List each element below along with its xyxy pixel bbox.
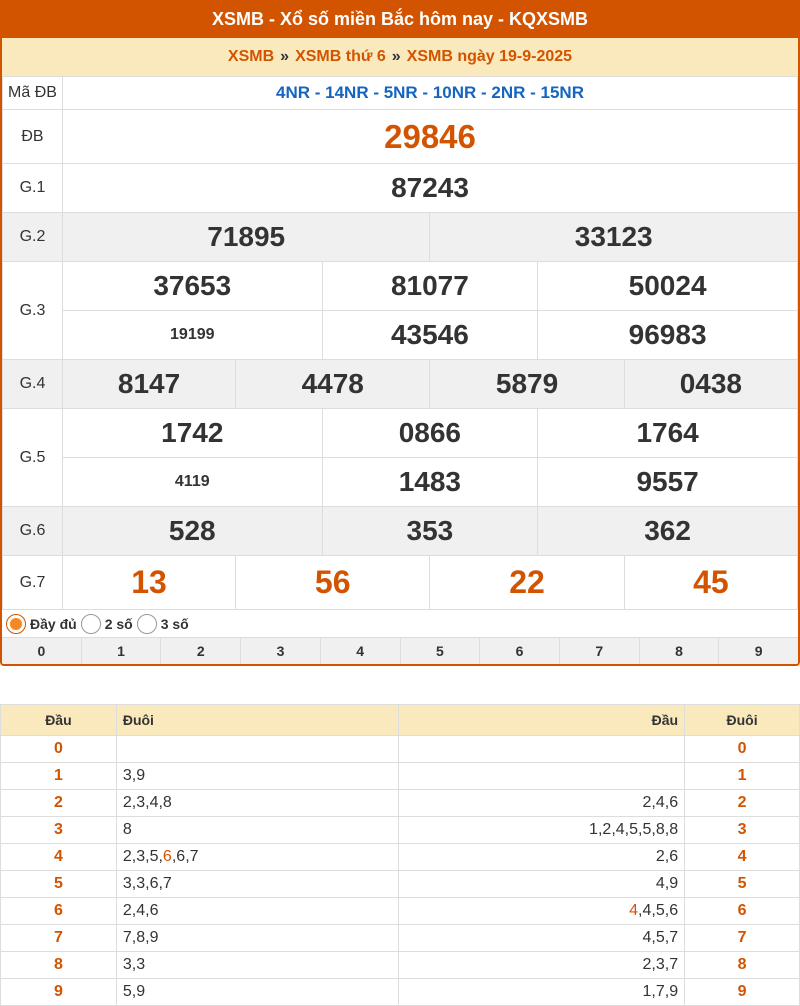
table-row: [1, 952, 800, 979]
option-two-label: 2 số: [104, 615, 133, 632]
db-label: ĐB: [3, 110, 63, 164]
radio-three-digits[interactable]: [137, 614, 157, 634]
prize-g3: 37653: [63, 262, 323, 311]
loto-body: [1, 736, 800, 1006]
loto-digit: 4: [136, 902, 146, 919]
loto-digit: 5: [149, 848, 159, 865]
breadcrumb-xsmb[interactable]: XSMB: [227, 48, 275, 65]
loto-tail-digit: 1: [685, 763, 800, 790]
loto-heads: 1,7,9: [399, 979, 685, 1006]
g5-label: G.5: [3, 409, 63, 507]
loto-digit: 4: [642, 929, 652, 946]
option-three-digits[interactable]: [137, 614, 189, 634]
loto-head-digit: 0: [1, 736, 117, 763]
loto-digit: 8: [162, 794, 172, 811]
loto-digit: 5: [655, 902, 665, 919]
breadcrumb: [2, 38, 798, 76]
prize-g2: 71895: [63, 213, 430, 262]
loto-digit: 5: [122, 983, 132, 1000]
loto-digit: 2: [642, 794, 652, 811]
loto-tails: [116, 817, 399, 844]
prize-g6: 362: [538, 507, 798, 556]
madb-value: 4NR - 14NR - 5NR - 10NR - 2NR - 15NR: [63, 77, 798, 110]
prize-g5: 0866: [322, 409, 538, 458]
loto-digit: 6: [149, 902, 159, 919]
g2-label: G.2: [3, 213, 63, 262]
loto-heads: 2,3,7: [399, 952, 685, 979]
g3-label: G.3: [3, 262, 63, 360]
prize-g5: 9557: [538, 458, 798, 507]
loto-tail-digit: 2: [685, 790, 800, 817]
digit-filter-button[interactable]: 5: [401, 638, 481, 664]
loto-heads: [399, 763, 685, 790]
loto-tail-digit: 5: [685, 871, 800, 898]
loto-digit: 8: [122, 821, 132, 838]
loto-head-digit: 2: [1, 790, 117, 817]
loto-tail-digit: 0: [685, 736, 800, 763]
g6-label: G.6: [3, 507, 63, 556]
prize-g7: 56: [236, 556, 430, 610]
table-row: [1, 925, 800, 952]
loto-digit: 3: [136, 794, 146, 811]
loto-digit: 2: [642, 956, 652, 973]
digit-filter-button[interactable]: 7: [560, 638, 640, 664]
madb-label: Mã ĐB: [3, 77, 63, 110]
loto-table: [0, 704, 800, 1006]
loto-digit: 2: [602, 821, 612, 838]
loto-tails: 2,3,4,8: [116, 790, 399, 817]
radio-full[interactable]: [6, 614, 26, 634]
loto-digit: 1: [589, 821, 598, 838]
loto-digit: 4: [629, 902, 639, 919]
loto-digit: 9: [149, 929, 159, 946]
loto-digit: 9: [136, 767, 146, 784]
g7-label: G.7: [3, 556, 63, 610]
prize-g6: 528: [63, 507, 323, 556]
loto-tails: 2,4,6: [116, 898, 399, 925]
loto-digit: 9: [136, 983, 146, 1000]
loto-tails: [116, 736, 399, 763]
loto-digit: 6: [149, 875, 159, 892]
loto-digit: 3: [136, 956, 146, 973]
radio-two-digits[interactable]: [81, 614, 101, 634]
loto-digit: 7: [162, 875, 172, 892]
loto-digit: 8: [669, 821, 679, 838]
loto-digit: 6: [669, 794, 679, 811]
loto-head-digit: 6: [1, 898, 117, 925]
loto-tails: 5,9: [116, 979, 399, 1006]
digit-filter-button[interactable]: 1: [82, 638, 162, 664]
loto-tail-digit: 8: [685, 952, 800, 979]
page-title: XSMB - Xổ số miền Bắc hôm nay - KQXSMB: [2, 0, 798, 38]
loto-tail-digit: 9: [685, 979, 800, 1006]
loto-digit: 2: [122, 794, 132, 811]
prize-g7: 22: [430, 556, 624, 610]
loto-head-digit: 9: [1, 979, 117, 1006]
loto-head-digit: 7: [1, 925, 117, 952]
prize-g5: 1483: [322, 458, 538, 507]
option-two-digits[interactable]: [81, 614, 133, 634]
breadcrumb-separator: »: [280, 48, 290, 65]
loto-heads: 4,4,5,6: [399, 898, 685, 925]
prize-g6: 353: [322, 507, 538, 556]
loto-digit: 6: [669, 848, 679, 865]
prize-g7: 13: [63, 556, 236, 610]
prize-g4: 0438: [624, 360, 797, 409]
loto-digit: 6: [162, 848, 172, 865]
loto-digit: 1: [642, 983, 652, 1000]
prize-g7: 45: [624, 556, 797, 610]
loto-header-dau-right: Đầu: [399, 705, 685, 736]
breadcrumb-separator: »: [391, 48, 401, 65]
loto-digit: 3: [122, 875, 132, 892]
breadcrumb-xsmb-date[interactable]: XSMB ngày 19-9-2025: [406, 48, 573, 65]
special-prize: 29846: [63, 110, 798, 164]
breadcrumb-xsmb-friday[interactable]: XSMB thứ 6: [295, 48, 386, 65]
loto-digit: 2: [655, 848, 665, 865]
loto-digit: 3: [655, 956, 665, 973]
loto-digit: 4: [615, 821, 625, 838]
digit-filter-button[interactable]: 4: [321, 638, 401, 664]
g1-label: G.1: [3, 164, 63, 213]
digit-filter: [2, 638, 798, 664]
prize-g4: 4478: [236, 360, 430, 409]
loto-heads: 2,4,6: [399, 790, 685, 817]
table-row: [1, 979, 800, 1006]
loto-header-duoi-right: Đuôi: [685, 705, 800, 736]
table-row: [1, 844, 800, 871]
loto-digit: 5: [642, 821, 652, 838]
loto-digit: 3: [122, 956, 132, 973]
loto-digit: 3: [136, 875, 146, 892]
loto-digit: 6: [176, 848, 186, 865]
display-options: [2, 610, 798, 638]
digit-filter-button[interactable]: 8: [640, 638, 720, 664]
loto-digit: 3: [136, 848, 146, 865]
loto-digit: 4: [642, 902, 652, 919]
prize-g3: 43546: [322, 311, 538, 360]
loto-tail-digit: 7: [685, 925, 800, 952]
loto-digit: 4: [655, 875, 665, 892]
loto-digit: 9: [669, 875, 679, 892]
loto-heads: 4,9: [399, 871, 685, 898]
table-row: [1, 790, 800, 817]
table-row: [1, 817, 800, 844]
table-row: [1, 898, 800, 925]
prize-g5: 1742: [63, 409, 323, 458]
loto-digit: 7: [122, 929, 132, 946]
prize-g3: 96983: [538, 311, 798, 360]
loto-tails: 7,8,9: [116, 925, 399, 952]
loto-head-digit: 8: [1, 952, 117, 979]
loto-header-dau: Đầu: [1, 705, 117, 736]
table-row: [1, 871, 800, 898]
loto-digit: 2: [122, 848, 132, 865]
loto-digit: 7: [669, 956, 679, 973]
g4-label: G.4: [3, 360, 63, 409]
prize-g5: 4119: [63, 458, 323, 507]
option-full[interactable]: [6, 614, 77, 634]
option-full-label: Đầy đủ: [30, 615, 77, 632]
loto-heads: 4,5,7: [399, 925, 685, 952]
loto-tails: 3,3,6,7: [116, 871, 399, 898]
digit-filter-button[interactable]: 0: [2, 638, 82, 664]
loto-digit: 4: [655, 794, 665, 811]
loto-head-digit: 5: [1, 871, 117, 898]
loto-head-digit: 1: [1, 763, 117, 790]
prize-g3: 50024: [538, 262, 798, 311]
loto-digit: 7: [189, 848, 199, 865]
loto-digit: 8: [655, 821, 665, 838]
prize-g3: 19199: [63, 311, 323, 360]
loto-digit: 2: [122, 902, 132, 919]
loto-digit: 7: [669, 929, 679, 946]
loto-tail-digit: 6: [685, 898, 800, 925]
loto-digit: 5: [655, 929, 665, 946]
loto-digit: 5: [629, 821, 639, 838]
loto-head-digit: 3: [1, 817, 117, 844]
loto-digit: 7: [655, 983, 665, 1000]
loto-heads: 1,2,4,5,5,8,8: [399, 817, 685, 844]
loto-header-duoi: Đuôi: [116, 705, 399, 736]
loto-tail-digit: 4: [685, 844, 800, 871]
loto-heads: [399, 736, 685, 763]
loto-head-digit: 4: [1, 844, 117, 871]
loto-tails: 2,3,5,6,6,7: [116, 844, 399, 871]
digit-filter-button[interactable]: 6: [480, 638, 560, 664]
prize-g2: 33123: [430, 213, 798, 262]
loto-tail-digit: 3: [685, 817, 800, 844]
prize-g4: 8147: [63, 360, 236, 409]
digit-filter-button[interactable]: 9: [754, 643, 763, 659]
loto-heads: 2,6: [399, 844, 685, 871]
loto-digit: 4: [149, 794, 159, 811]
digit-filter-button[interactable]: 2: [161, 638, 241, 664]
results-table: [2, 76, 798, 610]
loto-tails: 3,9: [116, 763, 399, 790]
prize-g5: 1764: [538, 409, 798, 458]
prize-g3: 81077: [322, 262, 538, 311]
loto-digit: 3: [122, 767, 132, 784]
prize-g4: 5879: [430, 360, 624, 409]
table-row: [1, 763, 800, 790]
prize-g1: 87243: [63, 164, 798, 213]
loto-digit: 8: [136, 929, 146, 946]
option-three-label: 3 số: [160, 615, 189, 632]
digit-filter-button[interactable]: 3: [241, 638, 321, 664]
loto-digit: 6: [669, 902, 679, 919]
table-row: [1, 736, 800, 763]
loto-tails: 3,3: [116, 952, 399, 979]
loto-digit: 9: [669, 983, 679, 1000]
